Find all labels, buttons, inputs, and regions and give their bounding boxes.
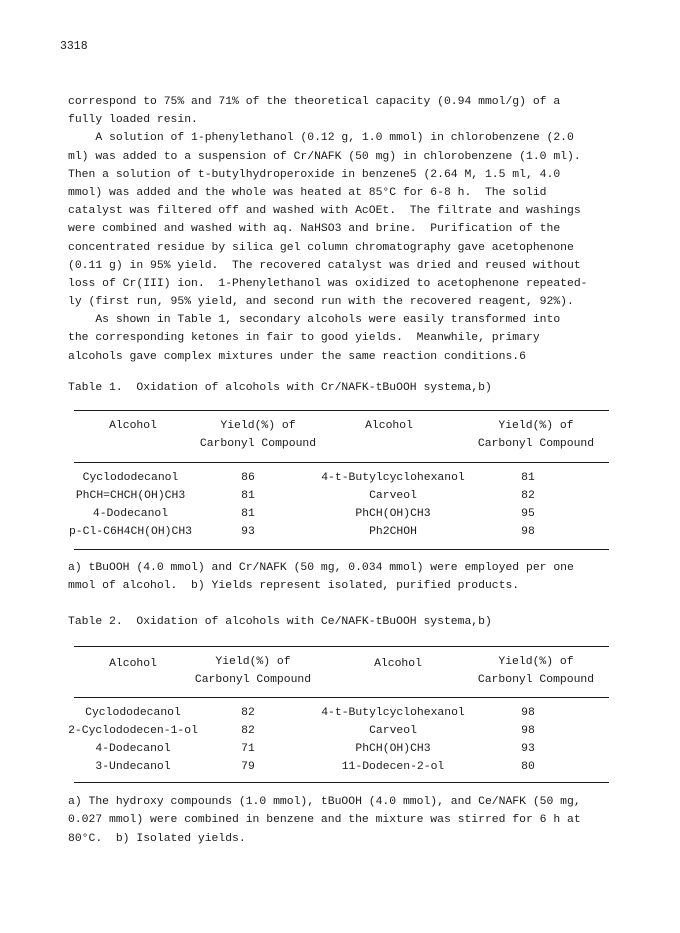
table-cell: 11-Dodecen-2-ol bbox=[341, 761, 445, 773]
table-bottom-rule bbox=[74, 549, 609, 550]
table-top-rule bbox=[74, 410, 609, 411]
table-cell: Cyclododecanol bbox=[85, 707, 181, 719]
table-caption: Table 1. Oxidation of alcohols with Cr/NAFK-tBuOOH systema,b) bbox=[68, 382, 492, 394]
table-cell: 93 bbox=[241, 526, 255, 538]
table-cell: 2-Cyclododecen-1-ol bbox=[68, 725, 198, 737]
table-cell: Ph2CHOH bbox=[369, 526, 417, 538]
column-header-yield: Yield(%) of bbox=[215, 656, 291, 668]
footnote-line: mmol of alcohol. b) Yields represent isolated, purified products. bbox=[68, 580, 520, 593]
table-cell: Carveol bbox=[369, 490, 417, 502]
text-line: correspond to 75% and 71% of the theoretical capacity (0.94 mmol/g) of a bbox=[68, 96, 561, 108]
text-line: As shown in Table 1, secondary alcohols were easily transformed into bbox=[68, 314, 561, 327]
table-cell: 81 bbox=[241, 508, 255, 520]
table-cell: 79 bbox=[241, 761, 255, 773]
text-line: alcohols gave complex mixtures under the same reaction conditions.6 bbox=[68, 350, 526, 363]
table-cell: 93 bbox=[521, 743, 535, 755]
table-1 bbox=[68, 382, 628, 552]
table-1-footnote bbox=[68, 559, 633, 596]
table-cell: 4-Dodecanol bbox=[92, 508, 169, 520]
text-line: Then a solution of t-butylhydroperoxide in benzene5 (2.64 M, 1.5 ml, 4.0 bbox=[68, 168, 561, 181]
column-header-alcohol: Alcohol bbox=[109, 658, 157, 670]
table-caption: Table 2. Oxidation of alcohols with Ce/NAFK-tBuOOH systema,b) bbox=[68, 616, 492, 628]
table-bottom-rule bbox=[74, 782, 609, 783]
column-header-yield-sub: Carbonyl Compound bbox=[199, 438, 317, 450]
table-cell: 71 bbox=[241, 743, 255, 755]
body-text bbox=[68, 93, 628, 366]
text-line: were combined and washed with aq. NaHSO3 and brine. Purification of the bbox=[68, 223, 561, 236]
text-line: fully loaded resin. bbox=[68, 114, 198, 127]
table-cell: PhCH(OH)CH3 bbox=[355, 508, 431, 520]
column-header-alcohol: Alcohol bbox=[365, 420, 413, 432]
column-header-yield: Yield(%) of bbox=[498, 420, 574, 432]
table-cell: 80 bbox=[521, 761, 535, 773]
footnote-line: 80°C. b) Isolated yields. bbox=[68, 832, 246, 845]
text-line: the corresponding ketones in fair to good yields. Meanwhile, primary bbox=[68, 332, 540, 345]
table-cell: PhCH(OH)CH3 bbox=[355, 743, 431, 755]
table-top-rule bbox=[74, 646, 609, 647]
column-header-yield-sub: Carbonyl Compound bbox=[477, 438, 595, 450]
text-line: A solution of 1-phenylethanol (0.12 g, 1.0 mmol) in chlorobenzene (2.0 bbox=[68, 132, 574, 145]
table-cell: p-Cl-C6H4CH(OH)CH3 bbox=[68, 526, 193, 538]
text-line: ly (first run, 95% yield, and second run with the recovered reagent, 92%). bbox=[68, 296, 574, 309]
column-header-alcohol: Alcohol bbox=[109, 420, 157, 432]
table-cell: PhCH=CHCH(OH)CH3 bbox=[75, 490, 186, 502]
table-cell: 82 bbox=[521, 490, 535, 502]
text-line: ml) was added to a suspension of Cr/NAFK (50 mg) in chlorobenzene (1.0 ml). bbox=[68, 150, 581, 163]
table-header-rule bbox=[74, 697, 609, 698]
table-cell: Carveol bbox=[369, 725, 417, 737]
text-line: mmol) was added and the whole was heated at 85°C for 6-8 h. The solid bbox=[68, 186, 547, 199]
footnote-line: a) The hydroxy compounds (1.0 mmol), tBuOOH (4.0 mmol), and Ce/NAFK (50 mg, bbox=[68, 796, 581, 808]
table-cell: 98 bbox=[521, 707, 535, 719]
table-2 bbox=[68, 616, 628, 786]
table-cell: 81 bbox=[241, 490, 255, 502]
table-cell: 98 bbox=[521, 725, 535, 737]
footnote-line: 0.027 mmol) were combined in benzene and the mixture was stirred for 6 h at bbox=[68, 814, 581, 827]
footnote-line: a) tBuOOH (4.0 mmol) and Cr/NAFK (50 mg, 0.034 mmol) were employed per one bbox=[68, 562, 574, 574]
table-cell: 3-Undecanol bbox=[95, 761, 171, 773]
table-cell: 86 bbox=[241, 472, 255, 484]
table-cell: Cyclododecanol bbox=[82, 472, 179, 484]
text-line: loss of Cr(III) ion. 1-Phenylethanol was oxidized to acetophenone repeated- bbox=[68, 277, 588, 290]
table-header-rule bbox=[74, 462, 609, 463]
page-number: 3318 bbox=[60, 40, 88, 53]
text-line: concentrated residue by silica gel column chromatography gave acetophenone bbox=[68, 241, 574, 254]
column-header-alcohol: Alcohol bbox=[374, 658, 422, 670]
text-line: (0.11 g) in 95% yield. The recovered catalyst was dried and reused without bbox=[68, 259, 581, 272]
text-line: catalyst was filtered off and washed with AcOEt. The filtrate and washings bbox=[68, 205, 581, 218]
table-cell: 82 bbox=[241, 725, 255, 737]
table-cell: 82 bbox=[241, 707, 255, 719]
table-cell: 4-t-Butylcyclohexanol bbox=[321, 707, 465, 719]
table-cell: 4-Dodecanol bbox=[95, 743, 171, 755]
table-cell: 95 bbox=[521, 508, 535, 520]
column-header-yield-sub: Carbonyl Compound bbox=[194, 674, 312, 686]
table-cell: 98 bbox=[521, 526, 535, 538]
column-header-yield: Yield(%) of bbox=[498, 656, 574, 668]
column-header-yield-sub: Carbonyl Compound bbox=[477, 674, 595, 686]
column-header-yield: Yield(%) of bbox=[220, 420, 296, 432]
table-2-footnote bbox=[68, 793, 633, 848]
table-cell: 81 bbox=[521, 472, 535, 484]
table-cell: 4-t-Butylcyclohexanol bbox=[321, 472, 465, 484]
